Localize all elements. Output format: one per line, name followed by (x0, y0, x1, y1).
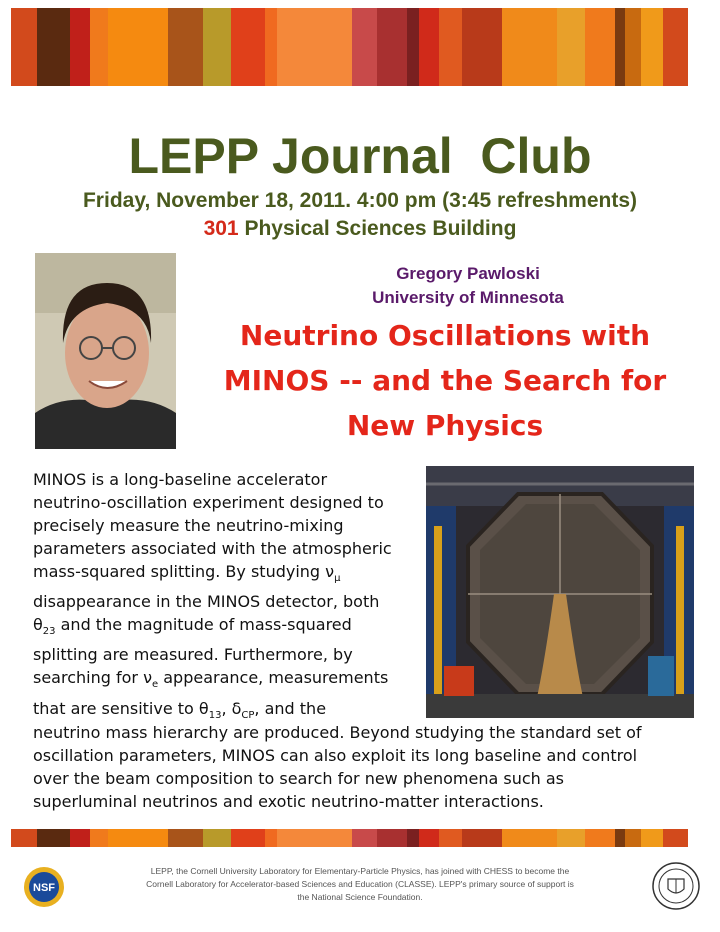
talk-title-line: New Physics (346, 409, 544, 442)
bottom-stripe-banner (11, 829, 708, 847)
abstract-line: precisely measure the neutrino-mixing (33, 516, 344, 535)
room-number: 301 (203, 217, 239, 240)
abstract-line: neutrino-oscillation experiment designed to (33, 493, 384, 512)
abstract-line: disappearance in the MINOS detector, both (33, 592, 380, 612)
event-venue (0, 216, 720, 242)
speaker-name: Gregory Pawloski (396, 264, 540, 283)
cornell-seal-icon (651, 861, 701, 911)
event-date: Friday, November 18, 2011. 4:00 pm (3:45 refreshments) (82, 189, 638, 212)
talk-title-line: Neutrino Oscillations with (239, 319, 651, 352)
talk-title-line: MINOS -- and the Search for (223, 364, 667, 397)
abstract-line: MINOS is a long-baseline accelerator (33, 470, 328, 489)
abstract-line: $\theta_{23}$ and the magnitude of mass-squared (33, 615, 352, 638)
abstract-text-lower (33, 721, 713, 813)
nsf-logo-icon (23, 866, 65, 908)
footer-line: the National Science Foundation. (297, 892, 423, 902)
abstract-text-upper (33, 468, 428, 727)
abstract-line: splitting are measured. Furthermore, by (33, 645, 353, 665)
top-stripe-banner (11, 8, 708, 86)
talk-title (190, 313, 700, 448)
abstract-line: that are sensitive to $\theta_{13}$, $\delta_{CP}$, and the (33, 698, 327, 721)
speaker-photo (35, 253, 176, 449)
footer-text (80, 865, 640, 904)
nsf-logo-text: NSF (33, 882, 55, 894)
detector-photo (426, 466, 694, 718)
abstract-line: mass-squared splitting. By studying $\nu_\mu$ (33, 562, 341, 585)
abstract-line: superluminal neutrinos and exotic neutrino-matter interactions. (33, 792, 544, 811)
abstract-line: searching for $\nu_e$ appearance, measurements (33, 668, 389, 691)
event-title: LEPP Journal Club (128, 128, 592, 184)
abstract-line: neutrino mass hierarchy are produced. Beyond studying the standard set of (33, 723, 642, 742)
building-name: Physical Sciences Building (238, 217, 517, 240)
speaker-affiliation: University of Minnesota (372, 288, 564, 307)
abstract-line: oscillation parameters, MINOS can also exploit its long baseline and control (33, 746, 638, 765)
abstract-line: over the beam composition to search for new phenomena such as (33, 769, 565, 788)
footer-line: LEPP, the Cornell University Laboratory for Elementary-Particle Physics, has joined with CHESS to become the (150, 866, 570, 876)
abstract-line: parameters associated with the atmospheric (33, 539, 392, 558)
footer-line: Cornell Laboratory for Accelerator-based Sciences and Education (CLASSE). LEPP's primary source of support is (146, 879, 574, 889)
